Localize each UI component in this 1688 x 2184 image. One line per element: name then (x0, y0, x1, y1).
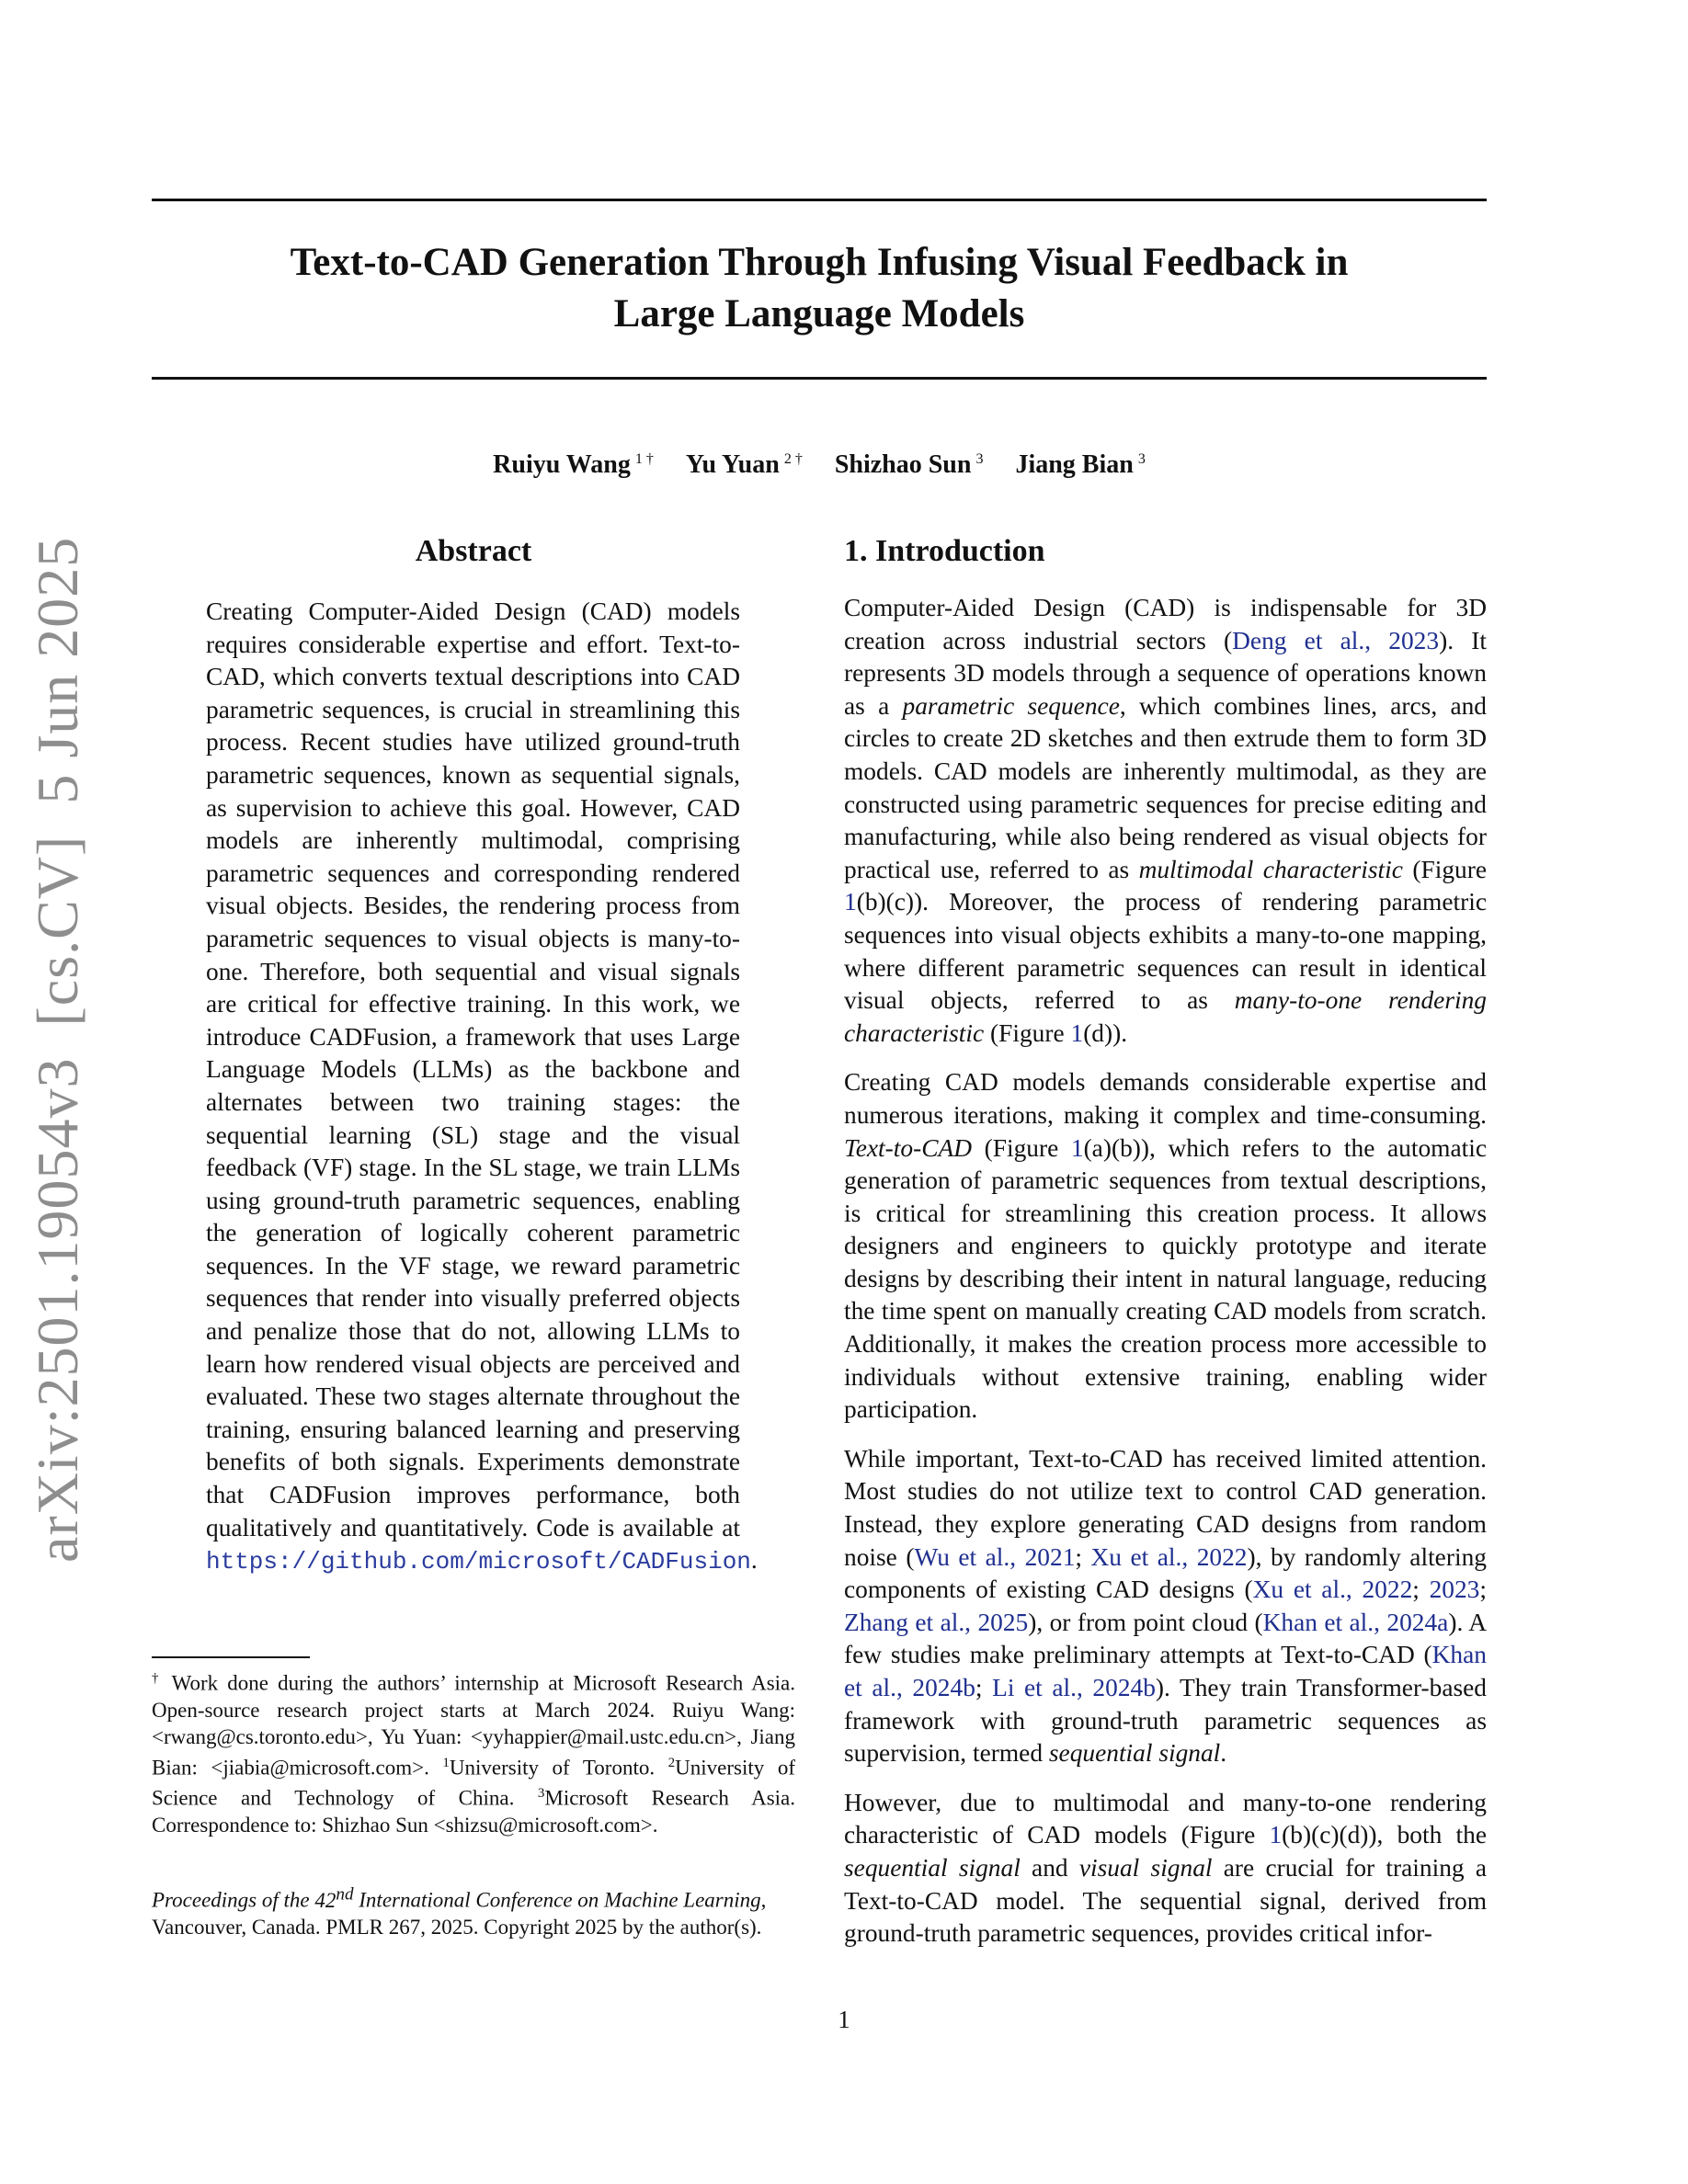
author: Jiang Bian $^3$ (1015, 450, 1146, 480)
title-line-2: Large Language Models (613, 292, 1025, 336)
title-line-1: Text-to-CAD Generation Through Infusing Visual Feedback in (290, 241, 1349, 284)
title-rule-bottom (152, 377, 1487, 380)
citation-link[interactable]: Xu et al., 2022 (1090, 1542, 1248, 1571)
author-affiliation-mark: 3 (1137, 451, 1146, 467)
proceedings-note: Proceedings of the 42nd International Conference on Machine Learning, Vancouver, Canada. PMLR 267, 2025. Copyright 2025 by the author(s). (152, 1884, 767, 1939)
citation-link[interactable]: Wu et al., 2021 (914, 1542, 1076, 1571)
author: Shizhao Sun $^3$ (834, 450, 984, 480)
abstract-body: Creating Computer-Aided Design (CAD) models requires considerable expertise and effort. Text-to-CAD, which converts textual descriptions into CAD parametric sequences, is crucial in streamlining this process. Recent studies have utilized ground-truth parametric sequences, known as sequential signals, as supervision to achieve this goal. However, CAD models are inherently multimodal, comprising parametric sequences and corresponding rendered visual objects. Besides, the rendering process from parametric sequences to visual objects is many-to-one. Therefore, both sequential and visual signals are critical for effective training. In this work, we introduce CADFusion, a framework that uses Large Language Models (LLMs) as the backbone and alternates between two training stages: the sequential learning (SL) stage and the visual feedback (VF) stage. In the SL stage, we train LLMs using ground-truth parametric sequences, enabling the generation of logically coherent parametric sequences. In the VF stage, we reward parametric sequences that render into visually preferred objects and penalize those that do not, allowing LLMs to learn how rendered visual objects are perceived and evaluated. These two stages alternate throughout the training, ensuring balanced learning and preserving benefits of both signals. Experiments demonstrate that CADFusion improves performance, both qualitatively and quantitatively. Code is available at https://github.com/microsoft/CADFusion. (206, 597, 758, 1576)
citation-link[interactable]: Khan et al., 2024b (844, 1641, 1487, 1701)
author-affiliation-mark: 2 † (783, 451, 803, 467)
citation-link[interactable]: Deng et al., 2023 (1232, 626, 1440, 654)
paper-title (152, 237, 1487, 340)
arxiv-stamp: arXiv:2501.19054v3 [cs.CV] 5 Jun 2025 (25, 536, 90, 1563)
figure-link[interactable]: 1 (1269, 1821, 1283, 1849)
footnote: † Work done during the authors’ internship at Microsoft Research Asia. Open-source research project starts at March 2024. Ruiyu Wang: <rwang@cs.toronto.edu>, Yu Yuan: <yyhappier@mail.ustc.edu.cn>, Jiang Bian: <jiabia@microsoft.com>. $^1$University of Toronto. $^2$University of Science and Technology of China. $^3$Microsoft Research Asia. Correspondence to: Shizhao Sun <shizsu@microsoft.com>. (152, 1671, 796, 1837)
figure-link[interactable]: 1 (1070, 1018, 1084, 1047)
author-affiliation-mark: 1 † (634, 451, 654, 467)
author-list (152, 441, 1487, 483)
author-affiliation-mark: 3 (975, 451, 984, 467)
citation-link[interactable]: Li et al., 2024b (992, 1674, 1156, 1701)
figure-link[interactable]: 1 (1070, 1133, 1084, 1162)
abstract-heading: Abstract (415, 534, 532, 568)
citation-link[interactable]: Xu et al., 2022 (1252, 1575, 1413, 1604)
title-rule-top (152, 199, 1487, 201)
intro-paragraph-1: Computer-Aided Design (CAD) is indispensable for 3D creation across industrial sectors (Deng et al., 2023). It represents 3D models through a sequence of operations known as a parametric sequence, which combines lines, arcs, and circles to create 2D sketches and then extrude them to form 3D models. CAD models are inherently multimodal, as they are constructed using parametric sequences for precise editing and manufacturing, while also being rendered as visual objects for practical use, referred to as multimodal characteristic (Figure 1(b)(c)). Moreover, the process of rendering parametric sequences into visual objects exhibits a many-to-one mapping, where different parametric sequences can result in identical visual objects, referred to as many-to-one rendering characteristic (Figure 1(d)). (844, 594, 1488, 1047)
intro-paragraph-4: However, due to multimodal and many-to-one rendering characteristic of CAD models (Figure 1(b)(c)(d)), both the sequential signal and visual signal are crucial for training a Text-to-CAD model. The sequential signal, derived from ground-truth parametric sequences, provides critical infor- (844, 1788, 1487, 1948)
intro-paragraph-2: Creating CAD models demands considerable expertise and numerous iterations, making it complex and time-consuming. Text-to-CAD (Figure 1(a)(b)), which refers to the automatic generation of parametric sequences from textual descriptions, is critical for streamlining this creation process. It allows designers and engineers to quickly prototype and iterate designs by describing their intent in natural language, reducing the time spent on manually creating CAD models from scratch. Additionally, it makes the creation process more accessible to individuals without extensive training, enabling wider participation. (844, 1068, 1487, 1424)
code-link[interactable]: https://github.com/microsoft/CADFusion (206, 1548, 751, 1576)
page-number: 1 (838, 2006, 850, 2033)
citation-link[interactable]: Khan et al., 2024a (1262, 1608, 1449, 1636)
citation-link[interactable]: Zhang et al., 2025 (844, 1608, 1029, 1636)
author: Yu Yuan $^{2 \dagger}$ (685, 450, 803, 480)
figure-link[interactable]: 1 (844, 888, 857, 916)
introduction-body (844, 592, 1487, 1967)
citation-link[interactable]: 2023 (1429, 1575, 1480, 1604)
footnote-rule (152, 1656, 310, 1658)
introduction-heading: 1. Introduction (844, 534, 1045, 568)
author: Ruiyu Wang $^{1 \dagger}$ (493, 450, 654, 480)
intro-paragraph-3: While important, Text-to-CAD has received limited attention. Most studies do not utilize text to control CAD generation. Instead, they explore generating CAD designs from random noise (Wu et al., 2021; Xu et al., 2022), by randomly altering components of existing CAD designs (Xu et al., 2022; 2023; Zhang et al., 2025), or from point cloud (Khan et al., 2024a). A few studies make preliminary attempts at Text-to-CAD (Khan et al., 2024b; Li et al., 2024b). They train Transformer-based framework with ground-truth parametric sequences as supervision, termed sequential signal. (844, 1444, 1488, 1768)
